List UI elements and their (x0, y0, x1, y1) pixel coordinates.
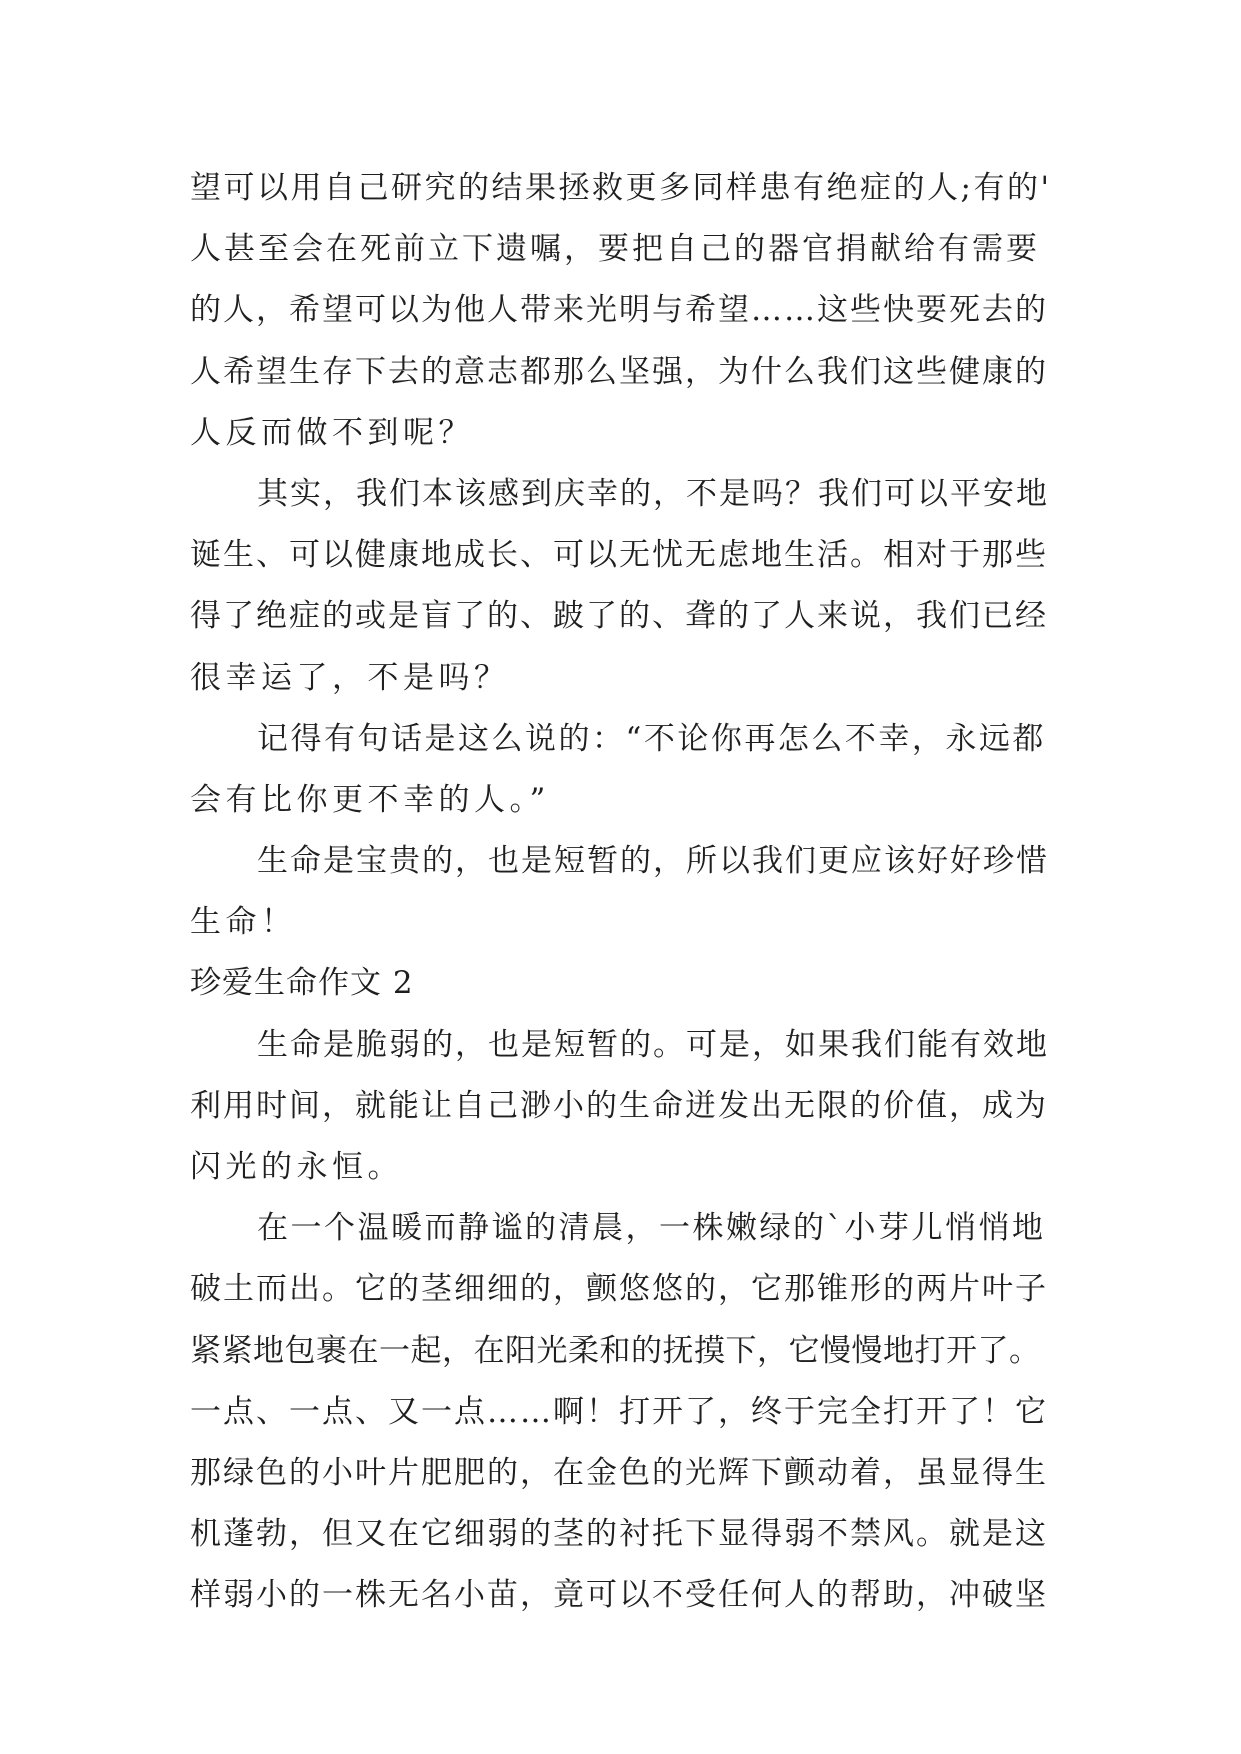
text-line: 一点、一点、又一点……啊！打开了，终于完全打开了！它 (190, 1393, 1048, 1430)
text-line: 很幸运了，不是吗？ (190, 659, 510, 696)
text-line: 望可以用自己研究的结果拯救更多同样患有绝症的人;有的' (190, 170, 1052, 206)
paragraph-first-line: 在一个温暖而静谧的清晨，一株嫩绿的`小芽儿悄悄地 (257, 1210, 1046, 1247)
text-line: 的人，希望可以为他人带来光明与希望……这些快要死去的 (190, 292, 1048, 329)
text-line: 利用时间，就能让自己渺小的生命迸发出无限的价值，成为 (190, 1087, 1048, 1124)
text-line: 会有比你更不幸的人。” (190, 781, 550, 818)
paragraph-first-line: 生命是脆弱的，也是短暂的。可是，如果我们能有效地 (257, 1026, 1049, 1063)
text-line: 人甚至会在死前立下遗嘱，要把自己的器官捐献给有需要 (190, 231, 1040, 268)
text-line: 那绿色的小叶片肥肥的，在金色的光辉下颤动着，虽显得生 (190, 1454, 1048, 1491)
text-line: 破土而出。它的茎细细的，颤悠悠的，它那锥形的两片叶子 (190, 1271, 1048, 1308)
text-line: 紧紧地包裹在一起，在阳光柔和的抚摸下，它慢慢地打开了。 (190, 1332, 1041, 1369)
paragraph-first-line: 生命是宝贵的，也是短暂的，所以我们更应该好好珍惜 (257, 843, 1049, 880)
paragraph-first-line: 记得有句话是这么说的：“不论你再怎么不幸，永远都 (257, 720, 1046, 757)
paragraph-first-line: 其实，我们本该感到庆幸的，不是吗？我们可以平安地 (257, 475, 1049, 512)
essay-text (190, 158, 1052, 1627)
text-line: 得了绝症的或是盲了的、跛了的、聋的了人来说，我们已经 (190, 598, 1048, 635)
text-line: 人希望生存下去的意志都那么坚强，为什么我们这些健康的 (190, 353, 1048, 390)
text-line: 闪光的永恒。 (190, 1149, 403, 1185)
text-line: 生命！ (190, 904, 297, 941)
section-heading: 珍爱生命作文 2 (190, 965, 414, 1002)
text-line: 样弱小的一株无名小苗，竟可以不受任何人的帮助，冲破坚 (190, 1577, 1048, 1614)
text-line: 诞生、可以健康地成长、可以无忧无虑地生活。相对于那些 (190, 537, 1048, 574)
text-line: 人反而做不到呢？ (190, 414, 474, 451)
text-line: 机蓬勃，但又在它细弱的茎的衬托下显得弱不禁风。就是这 (190, 1516, 1048, 1553)
